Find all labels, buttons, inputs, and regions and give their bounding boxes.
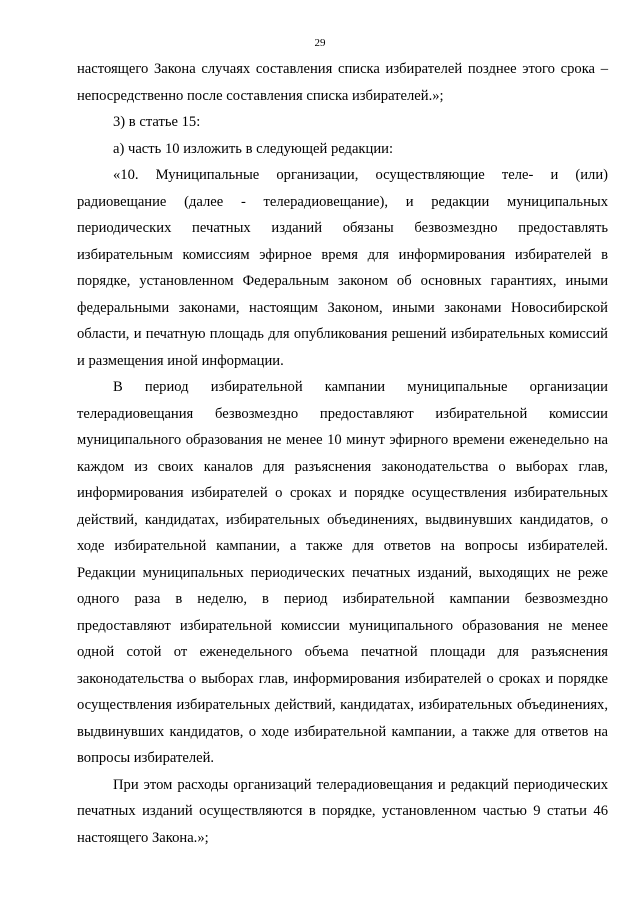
paragraph-election-period: В период избирательной кампании муниципальные организации телерадиовещания безвозмездно предоставляют избирательной комиссии муниципального образования не менее 10 минут эфирного времени еженедельно на каждом из своих каналов для разъяснения законодательства о выборах глав, информирования избирателей о сроках и порядке осуществления избирательных действий, кандидатах, избирательных объединениях, выдвинувших кандидатов, о ходе избирательной кампании, а также для ответов на вопросы избирателей. Редакции муниципальных периодических печатных изданий, выходящих не реже одного раза в неделю, в период избирательной кампании безвозмездно предоставляют избирательной комиссии муниципального образования не менее одной сотой от еженедельного объема печатной площади для разъяснения законодательства о выборах глав, информирования избирателей о сроках и порядке осуществления избирательных действий, кандидатах, избирательных объединениях, выдвинувших кандидатов, о ходе избирательной кампании, а также для ответов на вопросы избирателей. [77, 379, 608, 766]
paragraph-item-3: 3) в статье 15: [113, 114, 201, 130]
page-number: 29 [314, 37, 326, 49]
paragraph-continuation: настоящего Закона случаях составления списка избирателей позднее этого срока – непосредственно после составления списка избирателей.»; [77, 61, 608, 104]
paragraph-expenses: При этом расходы организаций телерадиовещания и редакций периодических печатных изданий осуществляются в порядке, установленном частью 9 статьи 46 настоящего Закона.»; [77, 776, 608, 846]
document-body [77, 56, 608, 851]
paragraph-part-10: «10. Муниципальные организации, осуществляющие теле- и (или) радиовещание (далее - телерадиовещание), и редакции муниципальных периодических печатных изданий обязаны безвозмездно предоставлять избирательным комиссиям эфирное время для информирования избирателей в порядке, установленном Федеральным законом об основных гарантиях, иными федеральными законами, настоящим Законом, иными законами Новосибирской области, и печатную площадь для опубликования решений избирательных комиссий и размещения иной информации. [77, 167, 608, 369]
paragraph-subitem-a: а) часть 10 изложить в следующей редакции: [113, 140, 394, 157]
